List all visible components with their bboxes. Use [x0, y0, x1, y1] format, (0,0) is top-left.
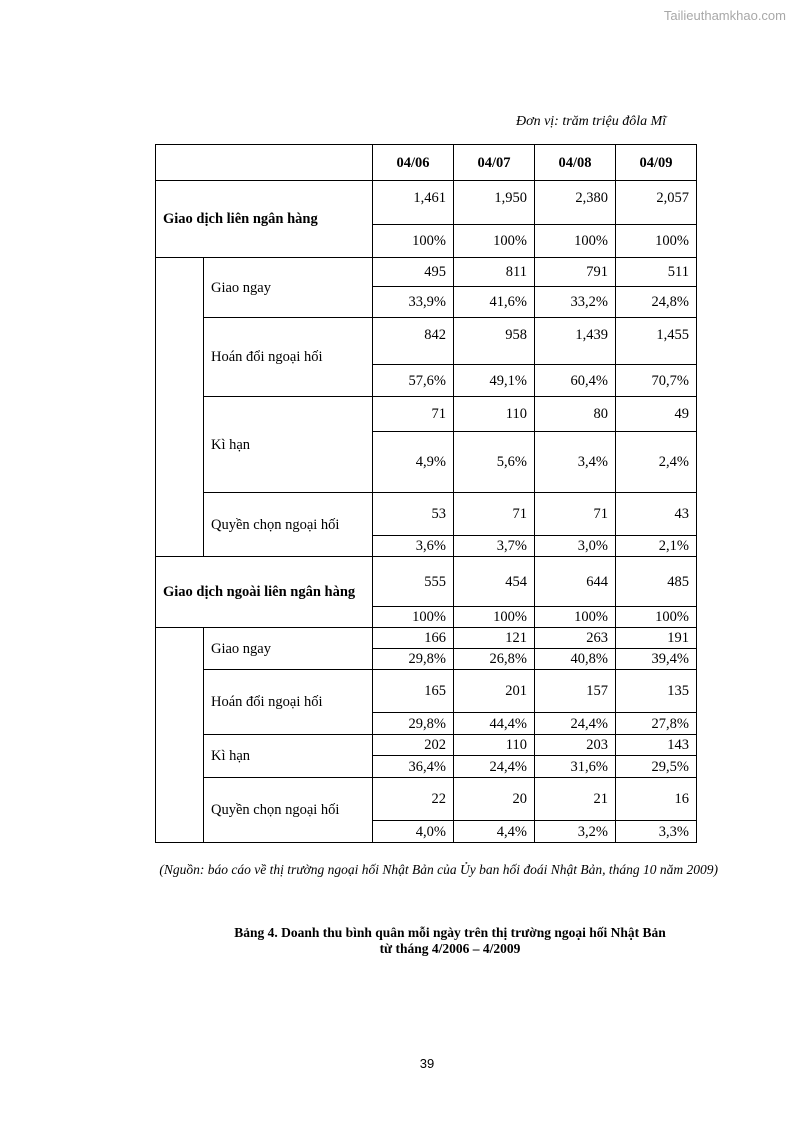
row-label: Kì hạn — [204, 735, 373, 778]
share-cell: 29,5% — [616, 756, 697, 778]
value-cell: 495 — [373, 258, 454, 287]
header-empty-cell — [156, 145, 373, 181]
value-cell: 511 — [616, 258, 697, 287]
share-cell: 27,8% — [616, 713, 697, 735]
share-cell: 100% — [454, 607, 535, 628]
value-cell: 191 — [616, 628, 697, 649]
row-label: Giao ngay — [204, 628, 373, 670]
value-cell: 842 — [373, 318, 454, 365]
share-cell: 70,7% — [616, 365, 697, 397]
table-row — [156, 628, 697, 649]
table-row — [156, 778, 697, 821]
watermark: Tailieuthamkhao.com — [663, 8, 786, 23]
share-cell: 100% — [535, 225, 616, 258]
value-cell: 110 — [454, 397, 535, 432]
share-cell: 24,8% — [616, 287, 697, 318]
value-cell: 201 — [454, 670, 535, 713]
row-label: Quyền chọn ngoại hối — [204, 493, 373, 557]
table-row — [156, 258, 697, 287]
share-cell: 26,8% — [454, 649, 535, 670]
share-cell: 31,6% — [535, 756, 616, 778]
share-cell: 40,8% — [535, 649, 616, 670]
share-cell: 44,4% — [454, 713, 535, 735]
interbank-group-label: Giao dịch liên ngân hàng — [156, 181, 373, 258]
value-cell: 110 — [454, 735, 535, 756]
table-row — [156, 397, 697, 432]
value-cell: 71 — [535, 493, 616, 536]
unit-note: Đơn vị: trăm triệu đôla Mĩ — [516, 114, 667, 129]
value-cell: 791 — [535, 258, 616, 287]
period-header: 04/09 — [616, 145, 697, 181]
share-cell: 24,4% — [535, 713, 616, 735]
value-cell: 485 — [616, 557, 697, 607]
value-cell: 20 — [454, 778, 535, 821]
page-number: 39 — [419, 1056, 435, 1071]
indent-cell — [156, 628, 204, 843]
non-interbank-group-label: Giao dịch ngoài liên ngân hàng — [156, 557, 373, 628]
share-cell: 100% — [373, 225, 454, 258]
value-cell: 958 — [454, 318, 535, 365]
value-cell: 49 — [616, 397, 697, 432]
share-cell: 2,1% — [616, 536, 697, 557]
caption-line: từ tháng 4/2006 – 4/2009 — [379, 941, 521, 956]
value-cell: 454 — [454, 557, 535, 607]
value-cell: 71 — [373, 397, 454, 432]
value-cell: 165 — [373, 670, 454, 713]
share-cell: 33,2% — [535, 287, 616, 318]
value-cell: 1,461 — [373, 181, 454, 225]
row-label: Kì hạn — [204, 397, 373, 493]
period-header: 04/07 — [454, 145, 535, 181]
row-label: Hoán đổi ngoại hối — [204, 318, 373, 397]
header-row — [156, 145, 697, 181]
row-label: Giao ngay — [204, 258, 373, 318]
value-cell: 811 — [454, 258, 535, 287]
source-note: (Nguồn: báo cáo về thị trường ngoại hối Nhật Bản của Ủy ban hối đoái Nhật Bản, tháng 10 năm 2009) — [159, 862, 718, 877]
share-cell: 5,6% — [454, 432, 535, 493]
share-cell: 100% — [616, 225, 697, 258]
value-cell: 263 — [535, 628, 616, 649]
share-cell: 3,0% — [535, 536, 616, 557]
share-cell: 29,8% — [373, 713, 454, 735]
value-cell: 157 — [535, 670, 616, 713]
share-cell: 3,6% — [373, 536, 454, 557]
table-row — [156, 318, 697, 365]
share-cell: 3,4% — [535, 432, 616, 493]
value-cell: 202 — [373, 735, 454, 756]
value-cell: 1,950 — [454, 181, 535, 225]
revenue-table — [155, 144, 697, 843]
share-cell: 100% — [616, 607, 697, 628]
table-row — [156, 181, 697, 225]
share-cell: 49,1% — [454, 365, 535, 397]
share-cell: 4,9% — [373, 432, 454, 493]
share-cell: 3,2% — [535, 821, 616, 843]
value-cell: 16 — [616, 778, 697, 821]
share-cell: 3,3% — [616, 821, 697, 843]
share-cell: 4,0% — [373, 821, 454, 843]
share-cell: 100% — [535, 607, 616, 628]
value-cell: 143 — [616, 735, 697, 756]
share-cell: 100% — [373, 607, 454, 628]
value-cell: 1,455 — [616, 318, 697, 365]
value-cell: 1,439 — [535, 318, 616, 365]
share-cell: 2,4% — [616, 432, 697, 493]
share-cell: 39,4% — [616, 649, 697, 670]
value-cell: 644 — [535, 557, 616, 607]
share-cell: 57,6% — [373, 365, 454, 397]
share-cell: 33,9% — [373, 287, 454, 318]
share-cell: 29,8% — [373, 649, 454, 670]
indent-cell — [156, 258, 204, 557]
value-cell: 2,380 — [535, 181, 616, 225]
row-label: Quyền chọn ngoại hối — [204, 778, 373, 843]
share-cell: 36,4% — [373, 756, 454, 778]
value-cell: 43 — [616, 493, 697, 536]
period-header: 04/06 — [373, 145, 454, 181]
value-cell: 555 — [373, 557, 454, 607]
share-cell: 4,4% — [454, 821, 535, 843]
value-cell: 135 — [616, 670, 697, 713]
value-cell: 2,057 — [616, 181, 697, 225]
share-cell: 41,6% — [454, 287, 535, 318]
table-row — [156, 557, 697, 607]
row-label: Hoán đổi ngoại hối — [204, 670, 373, 735]
value-cell: 121 — [454, 628, 535, 649]
share-cell: 24,4% — [454, 756, 535, 778]
share-cell: 60,4% — [535, 365, 616, 397]
share-cell: 3,7% — [454, 536, 535, 557]
value-cell: 166 — [373, 628, 454, 649]
caption-line: Bảng 4. Doanh thu bình quân mỗi ngày trên thị trường ngoại hối Nhật Bản — [234, 925, 666, 940]
value-cell: 71 — [454, 493, 535, 536]
value-cell: 203 — [535, 735, 616, 756]
table-row — [156, 735, 697, 756]
value-cell: 53 — [373, 493, 454, 536]
share-cell: 100% — [454, 225, 535, 258]
table-row — [156, 670, 697, 713]
table-caption — [190, 925, 710, 957]
table-row — [156, 493, 697, 536]
value-cell: 21 — [535, 778, 616, 821]
value-cell: 22 — [373, 778, 454, 821]
period-header: 04/08 — [535, 145, 616, 181]
value-cell: 80 — [535, 397, 616, 432]
